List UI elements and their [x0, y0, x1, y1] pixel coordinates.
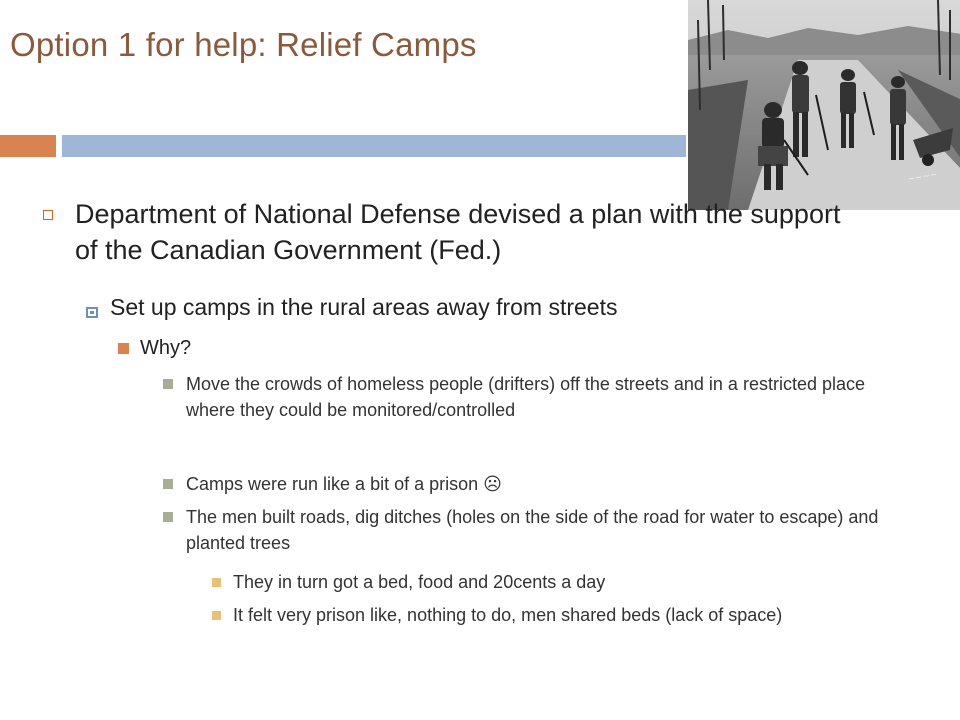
- level5-bullet-icon: [212, 578, 221, 587]
- bullet-level4-a: Move the crowds of homeless people (drifters) off the streets and in a restricted place where they could be monitored/controlled: [186, 374, 865, 420]
- bullet-level1: Department of National Defense devised a plan with the support of the Canadian Government (Fed.): [75, 199, 841, 265]
- svg-text:~~~~: ~~~~: [906, 169, 939, 185]
- level4-bullet-icon: [163, 512, 173, 522]
- slide-title: Option 1 for help: Relief Camps: [10, 26, 477, 63]
- bullet-level4-b: Camps were run like a bit of a prison ☹: [186, 474, 502, 494]
- relief-camp-photo: [686, 0, 960, 210]
- bullet-level5-a: They in turn got a bed, food and 20cents a day: [233, 572, 606, 592]
- level4-bullet-icon: [163, 379, 173, 389]
- bullet-level2: Set up camps in the rural areas away from streets: [110, 294, 618, 320]
- bullet-level4-c: The men built roads, dig ditches (holes on the side of the road for water to escape) and planted trees: [186, 507, 879, 553]
- bullet-level5-b: It felt very prison like, nothing to do, men shared beds (lack of space): [233, 605, 783, 625]
- level4-bullet-icon: [163, 479, 173, 489]
- bullet-level3: Why?: [140, 337, 192, 359]
- photo-image-icon: [688, 0, 960, 210]
- accent-bar-orange: [0, 135, 56, 157]
- level5-bullet-icon: [212, 611, 221, 620]
- level1-bullet-icon: [43, 210, 53, 220]
- level3-bullet-icon: [118, 343, 129, 354]
- level2-bullet-icon: [86, 307, 98, 318]
